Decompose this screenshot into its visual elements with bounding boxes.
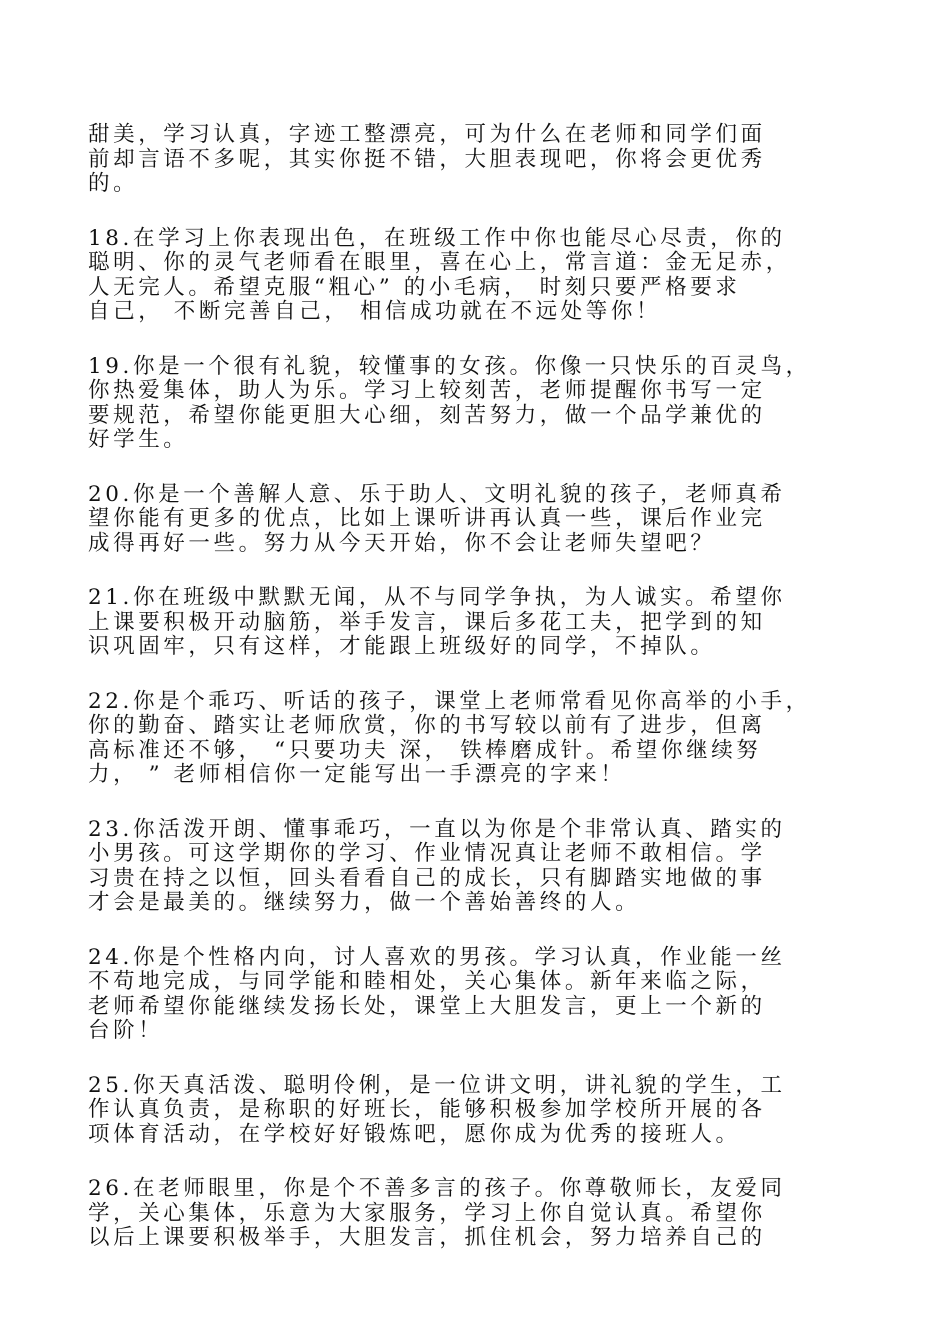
text-line: 学，关心集体，乐意为大家服务，学习上你自觉认真。希望你 xyxy=(88,1200,766,1226)
text-line: 26.在老师眼里，你是个不善多言的孩子。你尊敬师长，友爱同 xyxy=(88,1176,786,1201)
paragraph-23 xyxy=(88,818,878,916)
text-line: 不苟地完成，与同学能和睦相处，关心集体。新年来临之际， xyxy=(88,969,766,994)
paragraph-continued xyxy=(88,123,878,197)
text-line: 22.你是个乖巧、听话的孩子，课堂上老师常看见你高举的小手， xyxy=(88,688,811,714)
paragraph-24 xyxy=(88,946,878,1044)
text-line: 你热爱集体，助人为乐。学习上较刻苦，老师提醒你书写一定 xyxy=(88,378,766,403)
text-line: 23.你活泼开朗、懂事乖巧，一直以为你是个非常认真、踏实的 xyxy=(88,816,786,842)
text-line: 识巩固牢，只有这样，才能跟上班级好的同学，不掉队。 xyxy=(88,634,716,659)
text-line: 项体育活动，在学校好好锻炼吧，愿你成为优秀的接班人。 xyxy=(88,1121,741,1147)
text-line: 25.你天真活泼、聪明伶俐，是一位讲文明，讲礼貌的学生，工 xyxy=(88,1072,786,1098)
text-line: 的。 xyxy=(88,171,139,196)
text-line: 习贵在持之以恒，回头看看自己的成长，只有脚踏实地做的事 xyxy=(88,865,766,891)
text-line: 要规范，希望你能更胆大心细，刻苦努力，做一个品学兼优的 xyxy=(88,402,766,428)
text-line: 19.你是一个很有礼貌，较懂事的女孩。你像一只快乐的百灵鸟， xyxy=(88,353,811,379)
text-line: 24.你是个性格内向，讨人喜欢的男孩。学习认真，作业能一丝 xyxy=(88,944,786,970)
paragraph-20 xyxy=(88,483,878,557)
text-line: 成得再好一些。努力从今天开始，你不会让老师失望吧？ xyxy=(88,530,716,556)
text-line: 以后上课要积极举手，大胆发言，抓住机会，努力培养自己的 xyxy=(88,1225,766,1250)
text-line: 20.你是一个善解人意、乐于助人、文明礼貌的孩子，老师真希 xyxy=(88,481,786,507)
paragraph-19 xyxy=(88,355,878,453)
paragraph-26 xyxy=(88,1177,878,1251)
document-body xyxy=(88,123,878,1281)
text-line: 老师希望你能继续发扬长处，课堂上大胆发言，更上一个新的 xyxy=(88,993,766,1019)
text-line: 望你能有更多的优点，比如上课听讲再认真一些，课后作业完 xyxy=(88,506,766,531)
text-line: 聪明、你的灵气老师看在眼里，喜在心上，常言道：金无足赤， xyxy=(88,250,791,275)
text-line: 18.在学习上你表现出色，在班级工作中你也能尽心尽责，你的 xyxy=(88,225,786,251)
text-line: 自己， 不断完善自己， 相信成功就在不远处等你！ xyxy=(88,299,662,324)
paragraph-18 xyxy=(88,227,878,325)
text-line: 21.你在班级中默默无闻，从不与同学争执，为人诚实。希望你 xyxy=(88,585,786,610)
text-line: 才会是最美的。继续努力，做一个善始善终的人。 xyxy=(88,890,641,915)
text-line: 上课要积极开动脑筋，举手发言，课后多花工夫，把学到的知 xyxy=(88,609,766,635)
paragraph-22 xyxy=(88,690,878,788)
text-line: 小男孩。可这学期你的学习、作业情况真让老师不敢相信。学 xyxy=(88,841,766,866)
text-line: 人无完人。希望克服“粗心” 的小毛病， 时刻只要严格要求 xyxy=(88,274,741,300)
text-line: 作认真负责，是称职的好班长，能够积极参加学校所开展的各 xyxy=(88,1097,766,1122)
text-line: 力， ” 老师相信你一定能写出一手漂亮的字来！ xyxy=(88,762,626,787)
text-line: 台阶！ xyxy=(88,1018,164,1043)
paragraph-25 xyxy=(88,1074,878,1148)
text-line: 好学生。 xyxy=(88,427,189,452)
text-line: 前却言语不多呢，其实你挺不错，大胆表现吧，你将会更优秀 xyxy=(88,146,766,172)
text-line: 高标准还不够， “只要功夫 深， 铁棒磨成针。希望你继续努 xyxy=(88,737,762,763)
text-line: 你的勤奋、踏实让老师欣赏，你的书写较以前有了进步，但离 xyxy=(88,713,766,738)
text-line: 甜美，学习认真，字迹工整漂亮，可为什么在老师和同学们面 xyxy=(88,122,766,147)
paragraph-21 xyxy=(88,586,878,660)
